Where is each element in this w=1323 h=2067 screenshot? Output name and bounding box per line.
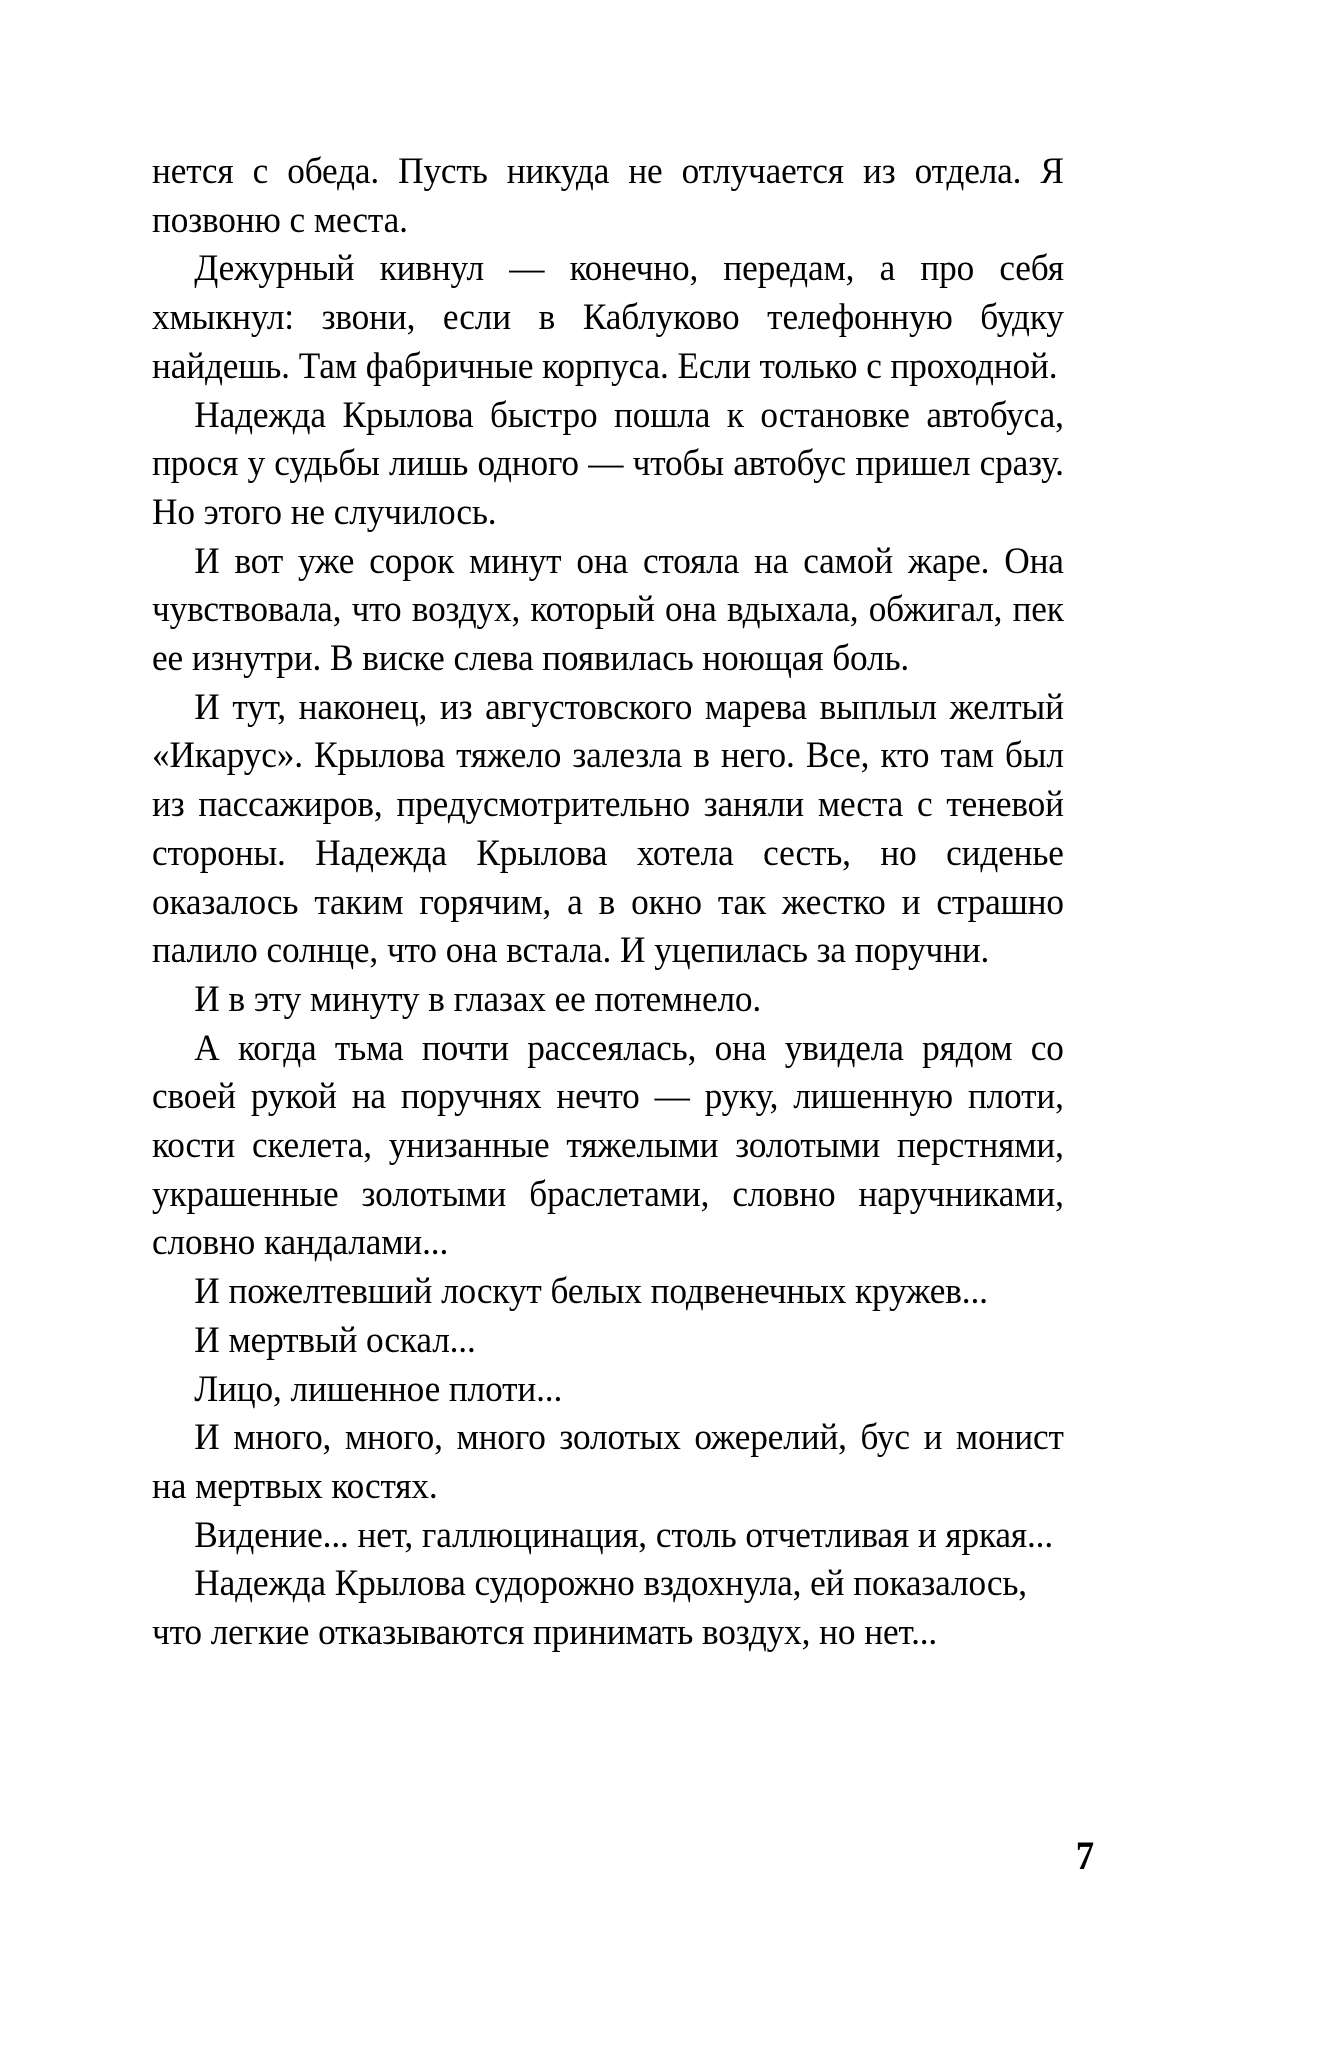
paragraph: Дежурный кивнул — конечно, передам, а про себя хмыкнул: звони, если в Каблуково телефонную будку найдешь. Там фабричные корпуса. Если только с проходной. — [152, 248, 1064, 387]
paragraph: И пожелтевший лоскут белых подвенечных кружев... — [194, 1271, 988, 1313]
paragraph: И вот уже сорок минут она стояла на самой жаре. Она чувствовала, что воздух, который она вдыхала, обжигал, пек ее изнутри. В виске слева появилась ноющая боль. — [152, 540, 1064, 680]
paragraph: И тут, наконец, из августовского марева выплыл желтый «Икарус». Крылова тяжело залезла в него. Все, кто там был из пассажиров, предусмотрительно заняли места с теневой стороны. Надежда Крылова хотела сесть, но сиденье оказалось таким горячим, а в окно так жестко и страшно палило солнце, что она встала. И уцепилась за поручни. — [152, 686, 1064, 972]
paragraph-continuation: нется с обеда. Пусть никуда не отлучается из отдела. Я позвоню с места. — [152, 151, 1064, 241]
paragraph: А когда тьма почти рассеялась, она увидела рядом со своей рукой на поручнях нечто — руку, лишенную плоти, кости скелета, унизанные тяжелыми золотыми перстнями, украшенные золотыми браслетами, словно наручниками, словно кандалами... — [152, 1027, 1064, 1264]
paragraph: Лицо, лишенное плоти... — [194, 1368, 563, 1410]
paragraph: И мертвый оскал... — [194, 1319, 476, 1361]
paragraph: Надежда Крылова судорожно вздохнула, ей показалось, что легкие отказываются принимать воздух, но нет... — [152, 1563, 1027, 1654]
paragraph: И много, много, много золотых ожерелий, бус и монист на мертвых костях. — [152, 1417, 1064, 1507]
paragraph: Надежда Крылова быстро пошла к остановке автобуса, прося у судьбы лишь одного — чтобы автобус пришел сразу. Но этого не случилось. — [152, 394, 1064, 533]
paragraph: И в эту минуту в глазах ее потемнело. — [194, 978, 762, 1020]
paragraph: Видение... нет, галлюцинация, столь отчетливая и яркая... — [194, 1514, 1054, 1556]
page-number: 7 — [1075, 1833, 1095, 1878]
page-text-body — [152, 148, 1064, 1658]
